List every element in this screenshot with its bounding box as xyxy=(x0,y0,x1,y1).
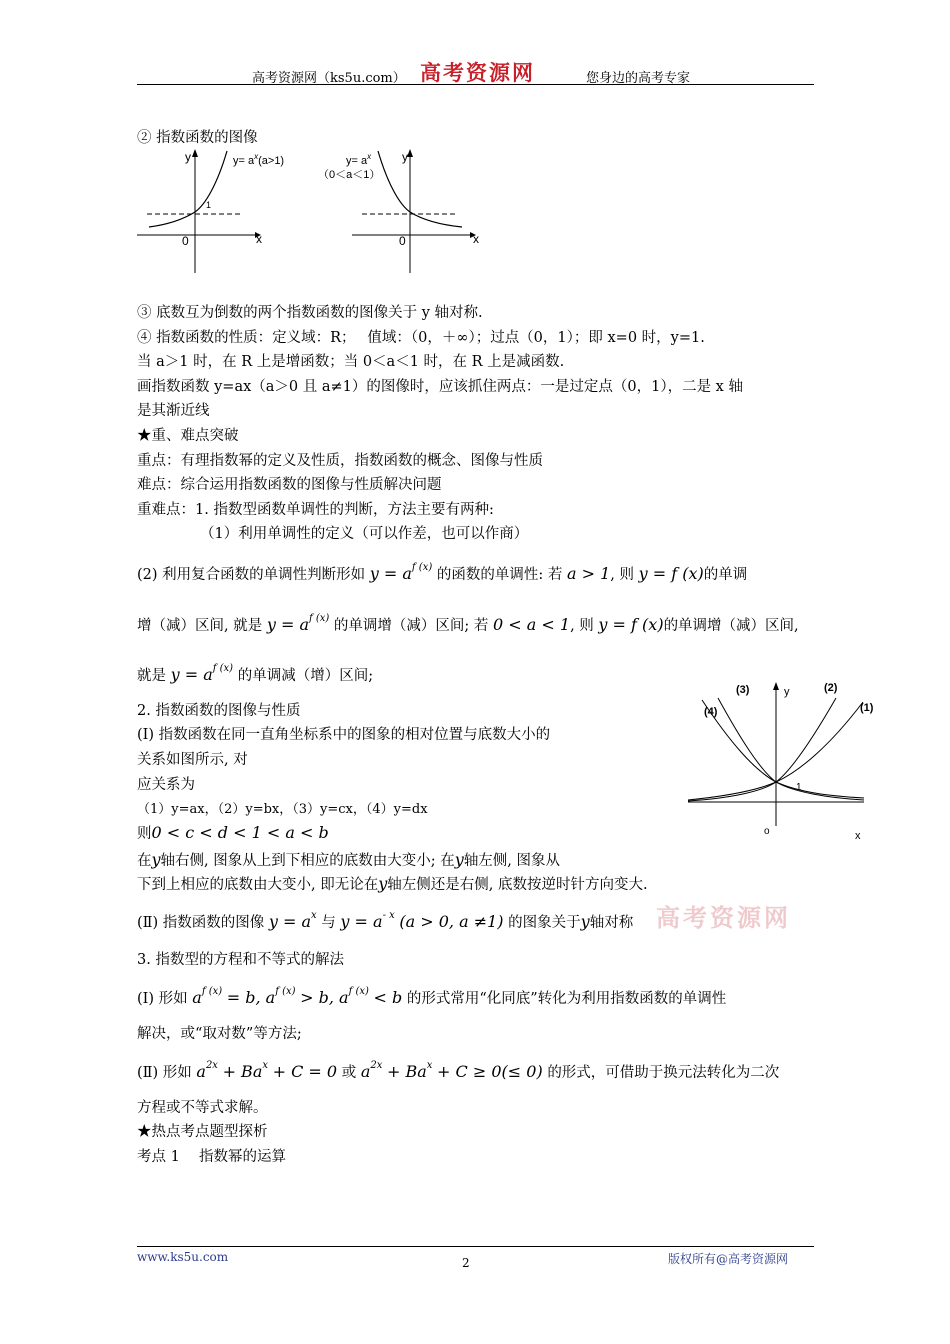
figure-label-2: (2) xyxy=(824,682,838,694)
figure-x-label: x xyxy=(855,830,861,842)
text-line-key: 重点：有理指数幂的定义及性质，指数函数的概念、图像与性质 xyxy=(137,453,543,469)
right-origin: 0 xyxy=(399,234,406,248)
section-2-line-5: 则0 < c < d < 1 < a < b xyxy=(137,823,329,842)
section-3-line-3: (Ⅱ) 形如 $a^{2x} + Ba^x + C = 0$ 或 $a^{2x} + Ba^x + C \ge 0(\le 0)$ 的形式，可借助于换元法转化为二次 xyxy=(137,1060,780,1081)
left-func-label: $y= a^x(a>1)$ xyxy=(233,152,285,167)
header-rule xyxy=(137,84,814,85)
page-number: 2 xyxy=(462,1256,470,1270)
heading-hot-topics: ★热点考点题型探析 xyxy=(137,1124,268,1140)
right-func-label: $y= a^x$ xyxy=(346,152,372,167)
figure-label-1: (1) xyxy=(860,702,874,714)
text-line-4: ④ 指数函数的性质：定义域：R； 值域：（0，＋∞）；过点（0，1）；即 x=0 时，y=1. xyxy=(137,330,705,346)
text-line-difficult: 难点：综合运用指数函数的图像与性质解决问题 xyxy=(137,477,442,493)
text-line-composite-1: (2) 利用复合函数的单调性判断形如 $y = a^{f (x)}$ 的函数的单调性: 若 a > 1, 则 y = f (x)的单调 xyxy=(137,562,748,583)
right-cond-label: （0＜a＜1） xyxy=(318,169,381,181)
section-2-line-2: 关系如图所示, 对 xyxy=(137,752,248,768)
header-logo: 高考资源网 xyxy=(420,61,535,85)
section-2-line-6: 在y轴右侧, 图象从上到下相应的底数由大变小; 在y轴左侧, 图象从 xyxy=(137,850,561,869)
text-line-7: 是其渐近线 xyxy=(137,403,210,419)
footer-rule xyxy=(137,1246,814,1247)
section-2-line-8: (Ⅱ) 指数函数的图像 $y = a^x$ 与 $y = a^{- x}$ (a > 0, a ≠1) 的图象关于y轴对称 xyxy=(137,910,634,931)
section-2-line-1: (Ⅰ) 指数函数在同一直角坐标系中的图象的相对位置与底数大小的 xyxy=(137,727,551,743)
section-3-title: 3. 指数型的方程和不等式的解法 xyxy=(137,952,344,968)
text-line-composite-2: 增（减）区间, 就是 $y = a^{f (x)}$ 的单调增（减）区间; 若 0 < a < 1, 则 y = f (x)的单调增（减）区间, xyxy=(137,613,799,634)
figure-origin: o xyxy=(764,826,770,837)
graph-decreasing xyxy=(352,145,492,275)
left-origin: 0 xyxy=(182,234,189,248)
text-line-method: 重难点：1. 指数型函数单调性的判断，方法主要有两种: xyxy=(137,502,494,518)
figure-one-mark: 1 xyxy=(796,782,802,793)
header-right: 您身边的高考专家 xyxy=(586,71,691,86)
figure-exponential-comparison xyxy=(688,678,878,828)
footer-copyright: 版权所有@高考资源网 xyxy=(668,1252,789,1266)
figure-label-3: (3) xyxy=(736,684,750,696)
section-3-line-4: 方程或不等式求解。 xyxy=(137,1100,268,1116)
header-left: 高考资源网（ks5u.com） xyxy=(252,71,406,86)
left-one-mark: 1 xyxy=(206,200,212,210)
text-line-6: 画指数函数 y=ax（a＞0 且 a≠1）的图像时，应该抓住两点：一是过定点（0，1），二是 x 轴 xyxy=(137,379,743,395)
heading-topic-1: 考点 1 指数幂的运算 xyxy=(137,1149,286,1165)
figure-y-label: y xyxy=(784,686,790,698)
text-line-5: 当 a＞1 时，在 R 上是增函数；当 0＜a＜1 时，在 R 上是减函数. xyxy=(137,354,565,370)
section-2-title: 2. 指数函数的图像与性质 xyxy=(137,703,301,719)
right-y-label: y xyxy=(402,150,408,164)
text-line-composite-3: 就是 $y = a^{f (x)}$ 的单调减（增）区间; xyxy=(137,663,374,684)
text-line-method-1: （1）利用单调性的定义（可以作差，也可以作商） xyxy=(200,526,529,542)
section-3-line-1: (Ⅰ) 形如 $a^{f (x)} = b$, $a^{f (x)} > b$, $a^{f (x)} < b$ 的形式常用“化同底”转化为利用指数函数的单调性 xyxy=(137,986,727,1007)
right-x-label: x xyxy=(473,232,479,246)
text-line-3: ③ 底数互为倒数的两个指数函数的图像关于 y 轴对称. xyxy=(137,305,483,321)
watermark-logo: 高考资源网 xyxy=(656,903,791,932)
figure-label-4: (4) xyxy=(704,706,718,718)
section-2-line-4: （1）y=ax，（2）y=bx，（3）y=cx，（4）y=dx xyxy=(137,802,428,817)
section-2-line-3: 应关系为 xyxy=(137,777,195,793)
text-heading-key: ★重、难点突破 xyxy=(137,428,239,444)
section-3-line-2: 解决，或“取对数”等方法; xyxy=(137,1026,302,1042)
section-2-line-7: 下到上相应的底数由大变小, 即无论在y轴左侧还是右侧, 底数按逆时针方向变大. xyxy=(137,874,648,893)
footer-link[interactable]: www.ks5u.com xyxy=(137,1250,229,1264)
left-y-label: y xyxy=(185,150,191,164)
section-title-graph: ② 指数函数的图像 xyxy=(137,130,258,146)
left-x-label: x xyxy=(256,232,262,246)
